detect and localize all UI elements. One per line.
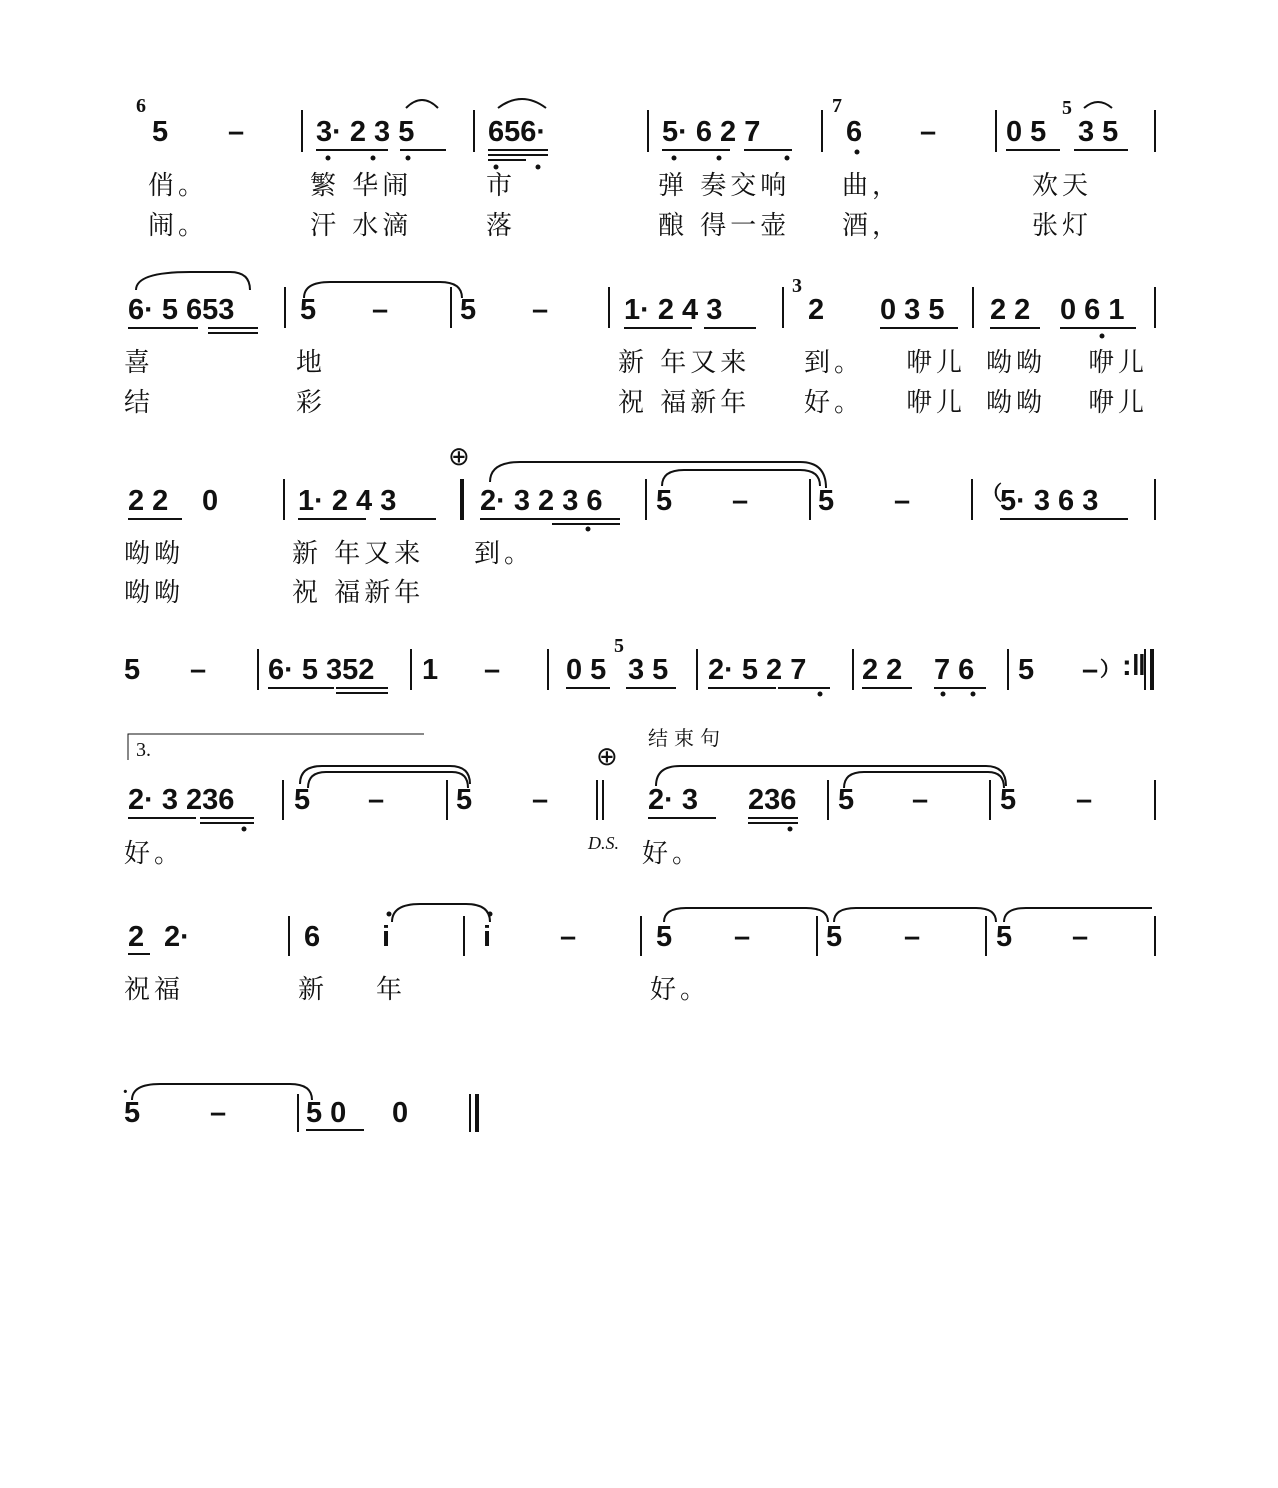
grace-note: 5: [1062, 97, 1072, 119]
lyric: 祝 福新年: [292, 578, 425, 608]
low-dot: [785, 156, 790, 161]
note-group: 2 2: [990, 294, 1031, 326]
note-group: 0 6 1: [1060, 294, 1125, 326]
low-dot: [672, 156, 677, 161]
lyric: 祝福: [124, 975, 185, 1005]
note: 5: [1018, 654, 1035, 686]
lyric: 落: [486, 211, 517, 241]
lyric: 市: [486, 171, 517, 201]
lyric: 张灯: [1032, 211, 1093, 241]
lyric: 新: [298, 975, 329, 1005]
paren-close: ）: [1100, 659, 1120, 681]
low-dot: [406, 156, 411, 161]
low-dot: [941, 692, 946, 697]
note-group: 6· 5 653: [128, 294, 235, 326]
note-group: 2· 3 236: [128, 784, 235, 816]
note: 5: [124, 1097, 141, 1129]
note: 5: [996, 921, 1013, 953]
grace-note: 3: [792, 275, 802, 297]
low-dot: [971, 692, 976, 697]
lyric: 汗 水滴: [310, 211, 413, 241]
lyric: 呦呦: [124, 539, 185, 569]
beam: [128, 519, 1128, 524]
high-dot: [387, 912, 392, 917]
note-group: 3 5: [628, 654, 669, 686]
lyric: 新 年又来: [292, 539, 425, 569]
high-dot: [488, 912, 493, 917]
slur: [300, 766, 470, 784]
slur: [498, 99, 546, 108]
slur: [308, 772, 468, 788]
dash: –: [532, 784, 549, 816]
note-group: 656·: [488, 116, 547, 148]
dash: –: [532, 294, 549, 326]
lyric: 俏。: [148, 171, 209, 201]
lyric: 好。: [650, 975, 711, 1005]
note: 5: [294, 784, 311, 816]
low-dot: [717, 156, 722, 161]
lyric: 酒，: [842, 211, 903, 241]
note: 5: [456, 784, 473, 816]
note: 5: [818, 485, 835, 517]
lyric: 到。: [804, 348, 865, 378]
slur: [1084, 102, 1112, 108]
dash: –: [560, 921, 577, 953]
note-group: 0 5: [566, 654, 607, 686]
slur: [662, 470, 820, 486]
note-group: 3· 2 3 5: [316, 116, 415, 148]
note: 2: [808, 294, 825, 326]
lyric: 曲，: [842, 171, 903, 201]
volta-bracket: [128, 734, 424, 760]
beam: [128, 328, 1136, 333]
slur: [656, 766, 1006, 786]
lyric: 好。: [124, 839, 185, 869]
note-group: 0 5: [1006, 116, 1047, 148]
lyric: 咿儿: [906, 388, 967, 418]
note-group: 236: [748, 784, 797, 816]
slur: [1004, 908, 1152, 922]
dash: –: [732, 485, 749, 517]
note-group: 5· 3 6 3: [1000, 485, 1099, 517]
dash: –: [190, 654, 207, 686]
note-group: 2 2: [862, 654, 903, 686]
prefix-dot: ·: [122, 1081, 129, 1103]
note: 5: [300, 294, 317, 326]
lyric: 祝 福新年: [618, 388, 751, 418]
lyric: 闹。: [148, 211, 209, 241]
lyric: 年: [376, 975, 407, 1005]
slur: [406, 100, 438, 108]
note-group: 2· 3: [648, 784, 698, 816]
grace-note: 5: [614, 635, 624, 657]
note: 2·: [164, 921, 190, 953]
dash: –: [372, 294, 389, 326]
low-dot: [1100, 334, 1105, 339]
note: 6: [304, 921, 321, 953]
note: 5: [656, 485, 673, 517]
slur: [392, 904, 490, 922]
lyric: 咿儿: [906, 348, 967, 378]
lyric: 结: [124, 388, 155, 418]
note: 5: [656, 921, 673, 953]
lyric: 酿 得一壶: [658, 211, 791, 241]
low-dot: [536, 165, 541, 170]
low-dot: [371, 156, 376, 161]
dash: –: [1072, 921, 1089, 953]
note-high: i: [483, 921, 492, 953]
low-dot: [818, 692, 823, 697]
note-group: 7 6: [934, 654, 975, 686]
section-label: 结束句: [648, 726, 726, 750]
lyric: 喜: [124, 348, 155, 378]
note: 5: [826, 921, 843, 953]
note-group: 0 3 5: [880, 294, 945, 326]
note: 5: [152, 116, 169, 148]
slur: [664, 908, 828, 922]
low-dot: [586, 527, 591, 532]
note-group: 2· 3 2 3 6: [480, 485, 603, 517]
paren-open: （: [982, 483, 1002, 505]
lyric: 新 年又来: [618, 348, 751, 378]
lyric: 咿儿: [1088, 388, 1149, 418]
note: 0: [202, 485, 219, 517]
low-dot: [855, 150, 860, 155]
dash: –: [734, 921, 751, 953]
coda-sign-icon: ⊕: [448, 442, 470, 472]
note-group: 1· 2 4 3: [624, 294, 723, 326]
low-dot: [788, 827, 793, 832]
low-dot: [242, 827, 247, 832]
lyric: 呦呦: [124, 578, 185, 608]
note-group: 3 5: [1078, 116, 1119, 148]
lyric: 地: [296, 348, 327, 378]
dash: –: [904, 921, 921, 953]
slur: [834, 908, 996, 922]
note-high: i: [382, 921, 391, 953]
lyric: 好。: [642, 839, 703, 869]
note: 5: [460, 294, 477, 326]
lyric: 好。: [804, 388, 865, 418]
dash: –: [368, 784, 385, 816]
volta-label: 3.: [136, 739, 151, 761]
lyric: 繁 华闹: [310, 171, 413, 201]
dash: –: [894, 485, 911, 517]
note: 6: [846, 116, 863, 148]
low-dot: [494, 165, 499, 170]
note-group: 2· 5 2 7: [708, 654, 807, 686]
beam: [268, 688, 986, 693]
dash: –: [228, 116, 245, 148]
lyric: 彩: [296, 388, 327, 418]
note-group: 2 2: [128, 485, 169, 517]
dash: –: [1082, 654, 1099, 686]
lyric: 呦呦: [986, 388, 1047, 418]
dash: –: [210, 1097, 227, 1129]
low-dot: [326, 156, 331, 161]
note-group: 5· 6 2 7: [662, 116, 761, 148]
note: 5: [1000, 784, 1017, 816]
dal-segno-mark: D.S.: [588, 833, 619, 853]
lyric: 欢天: [1032, 171, 1093, 201]
beam: [316, 150, 1128, 160]
lyric: 咿儿: [1088, 348, 1149, 378]
dash: –: [912, 784, 929, 816]
slur: [136, 272, 250, 290]
lyric: 到。: [474, 539, 535, 569]
repeat-sign: :‖: [1122, 650, 1147, 682]
note: 2: [128, 921, 145, 953]
note-group: 6· 5 352: [268, 654, 375, 686]
lyric: 呦呦: [986, 348, 1047, 378]
dash: –: [484, 654, 501, 686]
dash: –: [920, 116, 937, 148]
note: 5: [124, 654, 141, 686]
lyric: 弹 奏交响: [658, 171, 791, 201]
note-group: 5 0: [306, 1097, 347, 1129]
coda-sign-icon: ⊕: [596, 742, 618, 772]
note-group: 1· 2 4 3: [298, 485, 397, 517]
dash: –: [1076, 784, 1093, 816]
grace-note: 6: [136, 95, 146, 117]
rest: 0: [392, 1097, 409, 1129]
note: 1: [422, 654, 439, 686]
note: 5: [838, 784, 855, 816]
beam: [128, 818, 798, 823]
grace-note: 7: [832, 95, 842, 117]
